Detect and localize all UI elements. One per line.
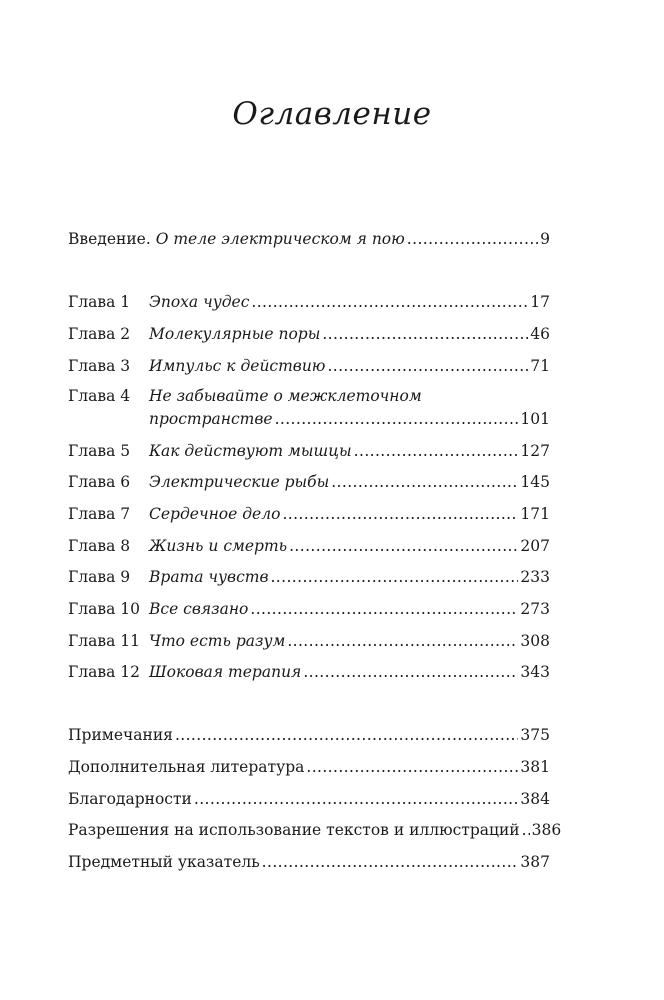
chapter-page: 308 bbox=[520, 632, 550, 650]
chapter-label: Глава 8 bbox=[68, 537, 131, 555]
chapter-title: Молекулярные поры bbox=[149, 325, 321, 343]
chapter-title: Эпоха чудес bbox=[149, 293, 250, 311]
dot-leader bbox=[306, 757, 518, 777]
dot-leader bbox=[262, 852, 519, 872]
chapter-label: Глава 11 bbox=[68, 632, 140, 650]
backmatter-title: Примечания bbox=[68, 726, 173, 744]
toc-entry-chapter-2[interactable] bbox=[68, 324, 550, 344]
chapter-title: Импульс к действию bbox=[149, 357, 326, 375]
chapter-label: Глава 7 bbox=[68, 505, 131, 523]
toc-entry-chapter-5[interactable] bbox=[68, 441, 550, 461]
chapter-title: Как действуют мышцы bbox=[149, 442, 352, 460]
backmatter-page: 386 bbox=[531, 821, 562, 839]
toc-entry-chapter-9[interactable] bbox=[68, 567, 550, 587]
chapter-title-line-2: пространстве bbox=[149, 410, 273, 428]
toc-entry-chapter-12[interactable] bbox=[68, 662, 550, 682]
toc-entry-index[interactable] bbox=[68, 852, 550, 872]
chapter-page: 71 bbox=[530, 357, 550, 375]
page-title: Оглавление bbox=[232, 96, 432, 132]
chapter-title: Сердечное дело bbox=[149, 505, 281, 523]
chapter-label: Глава 5 bbox=[68, 442, 131, 460]
chapter-title: Шоковая терапия bbox=[149, 663, 302, 681]
dot-leader bbox=[522, 820, 530, 840]
dot-leader bbox=[175, 725, 518, 745]
chapter-title: Врата чувств bbox=[149, 568, 269, 586]
dot-leader bbox=[322, 324, 528, 344]
toc-entry-chapter-4-continued[interactable] bbox=[68, 409, 550, 429]
intro-label: Введение. bbox=[68, 230, 151, 248]
intro-page: 9 bbox=[540, 230, 550, 248]
backmatter-title: Разрешения на использование текстов и иллюстраций bbox=[68, 821, 520, 839]
chapter-page: 127 bbox=[520, 442, 550, 460]
dot-leader bbox=[270, 567, 518, 587]
chapter-page: 343 bbox=[520, 663, 550, 681]
backmatter-title: Благодарности bbox=[68, 790, 192, 808]
toc-entry-chapter-6[interactable] bbox=[68, 472, 550, 492]
backmatter-page: 381 bbox=[520, 758, 550, 776]
chapter-label: Глава 9 bbox=[68, 568, 131, 586]
chapter-page: 207 bbox=[520, 537, 550, 555]
chapter-title: Все связано bbox=[149, 600, 249, 618]
toc-entry-introduction[interactable] bbox=[68, 229, 550, 249]
dot-leader bbox=[282, 504, 518, 524]
chapter-page: 101 bbox=[520, 410, 550, 428]
dot-leader bbox=[331, 472, 518, 492]
chapter-title: Что есть разум bbox=[149, 632, 286, 650]
chapter-page: 273 bbox=[520, 600, 550, 618]
chapter-page: 17 bbox=[530, 293, 550, 311]
dot-leader bbox=[327, 356, 528, 376]
chapter-title: Электрические рыбы bbox=[149, 473, 330, 491]
chapter-label: Глава 4 bbox=[68, 387, 131, 405]
chapter-label: Глава 10 bbox=[68, 600, 140, 618]
backmatter-page: 387 bbox=[520, 853, 550, 871]
dot-leader bbox=[287, 631, 518, 651]
toc-entry-permissions[interactable] bbox=[68, 820, 562, 840]
chapter-label: Глава 3 bbox=[68, 357, 131, 375]
toc-entry-notes[interactable] bbox=[68, 725, 550, 745]
toc-entry-chapter-10[interactable] bbox=[68, 599, 550, 619]
chapter-label: Глава 6 bbox=[68, 473, 131, 491]
chapter-page: 145 bbox=[520, 473, 550, 491]
chapter-title-line-1: Не забывайте о межклеточном bbox=[149, 387, 422, 405]
toc-entry-chapter-8[interactable] bbox=[68, 536, 550, 556]
backmatter-page: 384 bbox=[520, 790, 550, 808]
dot-leader bbox=[354, 441, 519, 461]
chapter-title: Жизнь и смерть bbox=[149, 537, 288, 555]
toc-entry-chapter-1[interactable] bbox=[68, 292, 550, 312]
toc-entry-chapter-4[interactable] bbox=[68, 386, 550, 406]
toc-entry-chapter-3[interactable] bbox=[68, 356, 550, 376]
backmatter-page: 375 bbox=[520, 726, 550, 744]
dot-leader bbox=[407, 229, 538, 249]
chapter-label: Глава 2 bbox=[68, 325, 131, 343]
chapter-page: 171 bbox=[520, 505, 550, 523]
backmatter-title: Дополнительная литература bbox=[68, 758, 305, 776]
chapter-page: 46 bbox=[530, 325, 550, 343]
chapter-label: Глава 12 bbox=[68, 663, 140, 681]
dot-leader bbox=[194, 789, 519, 809]
dot-leader bbox=[289, 536, 518, 556]
chapter-page: 233 bbox=[520, 568, 550, 586]
toc-entry-further-reading[interactable] bbox=[68, 757, 550, 777]
dot-leader bbox=[250, 599, 518, 619]
intro-title: О теле электрическом я пою bbox=[155, 230, 405, 248]
dot-leader bbox=[275, 409, 519, 429]
dot-leader bbox=[303, 662, 518, 682]
toc-entry-chapter-11[interactable] bbox=[68, 631, 550, 651]
chapter-label: Глава 1 bbox=[68, 293, 131, 311]
dot-leader bbox=[251, 292, 528, 312]
toc-entry-chapter-7[interactable] bbox=[68, 504, 550, 524]
toc-entry-acknowledgements[interactable] bbox=[68, 789, 550, 809]
backmatter-title: Предметный указатель bbox=[68, 853, 260, 871]
